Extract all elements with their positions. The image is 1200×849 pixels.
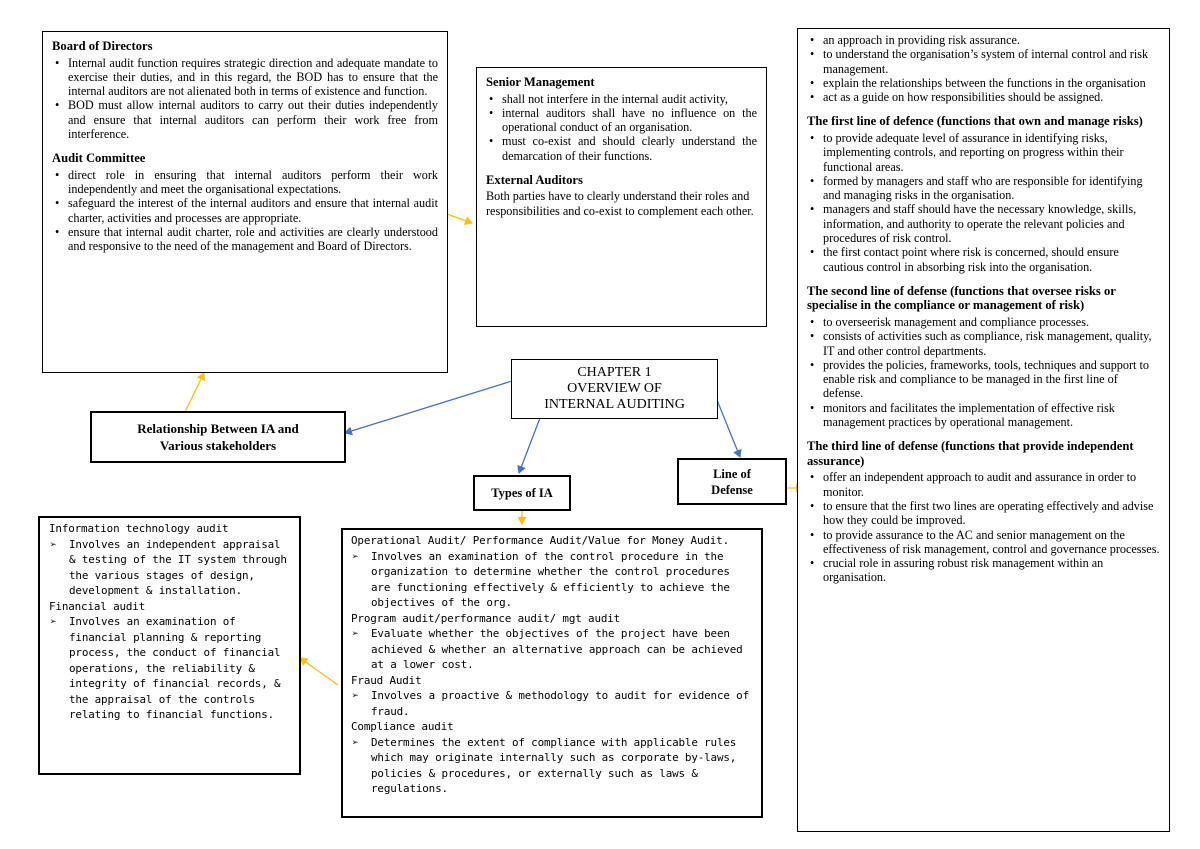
list-item: • to ensure that the first two lines are operating effectively and advise how they could be improved. xyxy=(807,499,1160,528)
senior-external-box xyxy=(476,67,767,327)
list-item: • internal auditors shall have no influence on the operational conduct of an organisation. xyxy=(486,106,757,135)
program-audit-list xyxy=(351,626,755,673)
compliance-audit-title: Compliance audit xyxy=(351,720,454,733)
external-auditors-text: Both parties have to clearly understand their roles and responsibilities and co-exist to complement each other. xyxy=(486,189,754,218)
list-item: • Internal audit function requires strategic direction and adequate mandate to exercise their duties, and in this regard, the BOD has to ensure that the internal auditors are not alienated both in terms of existence and function. xyxy=(52,56,438,99)
list-item: • must co-exist and should clearly understand the demarcation of their functions. xyxy=(486,134,757,163)
operational-audit-list xyxy=(351,549,755,611)
it-financial-audit-box xyxy=(38,516,301,775)
list-item: • consists of activities such as compliance, risk management, quality, IT and other control departments. xyxy=(807,329,1160,358)
list-item: • offer an independent approach to audit and assurance in order to monitor. xyxy=(807,470,1160,499)
list-item: • provides the policies, frameworks, tools, techniques and support to enable risk and compliance to be managed in the first line of defense. xyxy=(807,358,1160,401)
arrow-chapter-to-relationship xyxy=(345,381,512,433)
committee-list xyxy=(52,168,438,254)
arrow-chapter-to-types xyxy=(519,418,540,473)
it-audit-title: Information technology audit xyxy=(49,522,229,535)
list-item: • managers and staff should have the necessary knowledge, skills, information, and authority to operate the relevant policies and procedures of risk control. xyxy=(807,202,1160,245)
list-item: • BOD must allow internal auditors to carry out their duties independently and ensure that internal auditors can perform their work free from interference. xyxy=(52,98,438,141)
fraud-audit-list xyxy=(351,688,755,719)
list-item: • shall not interfere in the internal audit activity, xyxy=(486,92,757,106)
board-committee-box xyxy=(42,31,448,373)
audit-types-box xyxy=(341,528,763,818)
second-line-list xyxy=(807,315,1160,429)
arrow-board-to-senior xyxy=(447,214,472,223)
list-item: • to understand the organisation’s system of internal control and risk management. xyxy=(807,47,1160,76)
program-audit-title: Program audit/performance audit/ mgt audit xyxy=(351,611,621,625)
fraud-audit-title: Fraud Audit xyxy=(351,673,422,687)
financial-audit-title: Financial audit xyxy=(49,599,146,613)
compliance-audit-list xyxy=(351,735,755,797)
list-item: • explain the relationships between the functions in the organisation xyxy=(807,76,1160,90)
external-auditors-heading: External Auditors xyxy=(486,172,583,187)
defense-intro-list xyxy=(807,33,1160,104)
arrow-chapter-to-defense xyxy=(717,400,740,457)
line-of-defense-box xyxy=(797,28,1170,832)
list-item: ➢ Evaluate whether the objectives of the project have been achieved & whether an alternative approach can be achieved at a lower cost. xyxy=(351,626,755,673)
list-item: • safeguard the interest of the internal auditors and ensure that internal audit charter, activities and processes are appropriate. xyxy=(52,196,438,225)
types-of-ia-label: Types of IA xyxy=(491,485,553,500)
list-item: ➢ Involves an examination of the control procedure in the organization to determine whether the control procedures are functioning effectively & efficiently to achieve the objectives of the org. xyxy=(351,549,755,611)
list-item: ➢ Involves a proactive & methodology to audit for evidence of fraud. xyxy=(351,688,755,719)
arrow-ops-to-itfin xyxy=(300,658,338,685)
relationship-node xyxy=(90,411,346,463)
defense-node-line-1: Line of xyxy=(713,466,751,481)
list-item: • monitors and facilitates the implementation of effective risk management practices by operational management. xyxy=(807,401,1160,430)
first-line-heading: The first line of defence (functions that own and manage risks) xyxy=(807,114,1143,129)
arrow-relationship-to-board xyxy=(185,373,204,412)
list-item: ➢ Involves an independent appraisal & testing of the IT system through the various stages of design, development & installation. xyxy=(49,537,293,599)
relationship-line-1: Relationship Between IA and xyxy=(137,421,299,436)
list-item: • formed by managers and staff who are responsible for identifying and managing risks in the organisation. xyxy=(807,174,1160,203)
third-line-list xyxy=(807,470,1160,584)
relationship-line-2: Various stakeholders xyxy=(159,438,277,453)
types-of-ia-node xyxy=(473,475,571,511)
financial-audit-list xyxy=(49,614,293,723)
senior-list xyxy=(486,92,757,163)
first-line-list xyxy=(807,131,1160,274)
it-audit-list xyxy=(49,537,293,599)
chapter-title-line-3: INTERNAL AUDITING xyxy=(544,397,685,412)
defense-node-line-2: Defense xyxy=(711,482,753,497)
senior-management-heading: Senior Management xyxy=(486,75,595,89)
list-item: • to overseerisk management and compliance processes. xyxy=(807,315,1160,329)
line-of-defense-node xyxy=(677,458,787,505)
list-item: • ensure that internal audit charter, role and activities are clearly understood and responsive to the need of the management and Board of Directors. xyxy=(52,225,438,254)
list-item: • to provide adequate level of assurance in identifying risks, implementing controls, and reporting on progress within their functional areas. xyxy=(807,131,1160,174)
operational-audit-title: Operational Audit/ Performance Audit/Value for Money Audit. xyxy=(351,534,729,547)
list-item: • an approach in providing risk assurance. xyxy=(807,33,1160,47)
second-line-heading: The second line of defense (functions that oversee risks or specialise in the compliance or management of risk) xyxy=(807,283,1116,313)
chapter-title-line-2: OVERVIEW OF xyxy=(567,381,662,396)
board-heading: Board of Directors xyxy=(52,39,153,53)
audit-committee-heading: Audit Committee xyxy=(52,151,146,166)
list-item: • crucial role in assuring robust risk management within an organisation. xyxy=(807,556,1160,585)
list-item: • the first contact point where risk is concerned, should ensure cautious control in absorbing risk into the organisation. xyxy=(807,245,1160,274)
third-line-heading: The third line of defense (functions that provide independent assurance) xyxy=(807,439,1134,468)
list-item: • to provide assurance to the AC and senior management on the effectiveness of risk management, control and governance processes. xyxy=(807,528,1160,557)
list-item: • act as a guide on how responsibilities should be assigned. xyxy=(807,90,1160,104)
board-list xyxy=(52,56,438,142)
chapter-title-node xyxy=(511,359,718,419)
list-item: ➢ Determines the extent of compliance with applicable rules which may originate internally such as corporate by-laws, policies & procedures, or externally such as laws & regulations. xyxy=(351,735,755,797)
chapter-title-line-1: CHAPTER 1 xyxy=(577,365,652,380)
list-item: • direct role in ensuring that internal auditors perform their work independently and meet the organisational expectations. xyxy=(52,168,438,197)
list-item: ➢ Involves an examination of financial planning & reporting process, the conduct of financial operations, the reliability & integrity of financial records, & the appraisal of the controls relating to financial functions. xyxy=(49,614,293,723)
